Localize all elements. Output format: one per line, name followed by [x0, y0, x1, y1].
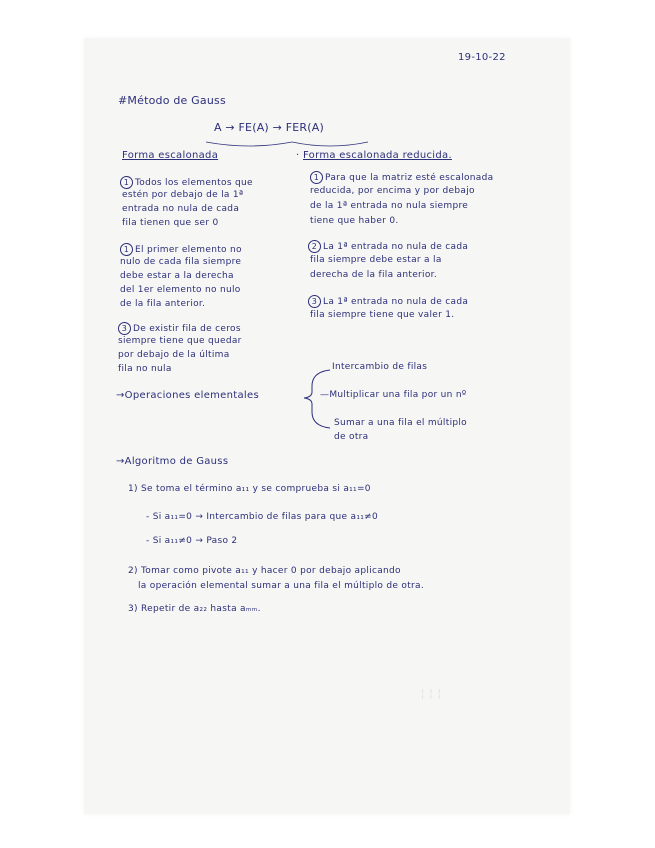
number-badge: 2: [308, 240, 321, 253]
number-badge: 3: [118, 322, 131, 335]
left-rule-2-line-2: nulo de cada fila siempre: [120, 257, 242, 267]
operation-item-3-line-2: de otra: [334, 432, 369, 442]
operation-item-3-line-1: Sumar a una fila el múltiplo: [334, 418, 467, 428]
operation-item-1: Intercambio de filas: [332, 362, 428, 372]
left-rule-2-line-4: del 1er elemento no nulo: [120, 285, 241, 295]
left-rule-3-line-1: 3 De existir fila de ceros: [118, 322, 241, 335]
left-rule-3-line-2: siempre tiene que quedar: [118, 336, 242, 346]
left-rule-3-line-4: fila no nula: [118, 364, 172, 374]
operation-item-2: —Multiplicar una fila por un nº: [320, 390, 467, 400]
number-badge: 1: [310, 171, 323, 184]
right-rule-1-line-3: de la 1ª entrada no nula siempre: [310, 201, 469, 211]
algorithm-step-2-line-2: la operación elemental sumar a una fila el múltiplo de otra.: [138, 581, 424, 591]
algorithm-title: →Algoritmo de Gauss: [116, 456, 229, 467]
formula-arc-left: [206, 142, 292, 146]
formula: A → FE(A) → FER(A): [214, 121, 324, 134]
right-rule-1-line-4: tiene que haber 0.: [310, 216, 399, 226]
left-rule-2-line-1: 1 El primer elemento no: [120, 243, 242, 256]
page-title: #Método de Gauss: [118, 94, 226, 107]
left-rule-1-line-2: estén por debajo de la 1ª: [122, 190, 244, 200]
number-badge: 1: [120, 243, 133, 256]
left-rule-1-line-1: 1 Todos los elementos que: [120, 176, 253, 189]
right-rule-2-line-2: fila siempre debe estar a la: [310, 255, 442, 265]
operations-label: →Operaciones elementales: [116, 390, 259, 401]
right-rule-1-line-2: reducida, por encima y por debajo: [310, 186, 475, 196]
algorithm-step-1: 1) Se toma el término a₁₁ y se comprueba si a₁₁=0: [128, 484, 371, 494]
left-rule-2-line-3: debe estar a la derecha: [120, 271, 234, 281]
left-rule-1-line-4: fila tienen que ser 0: [122, 218, 219, 228]
algorithm-step-1a: - Si a₁₁=0 → Intercambio de filas para que a₁₁≠0: [146, 512, 379, 522]
left-rule-1-line-3: entrada no nula de cada: [122, 204, 240, 214]
left-rule-3-line-3: por debajo de la última: [118, 350, 230, 360]
bleed-through-marks: ╎ ╎ ╎: [420, 690, 442, 700]
right-rule-3-line-2: fila siempre tiene que valer 1.: [310, 310, 455, 320]
algorithm-step-1b: - Si a₁₁≠0 → Paso 2: [146, 536, 238, 546]
left-heading: Forma escalonada: [122, 150, 219, 161]
right-rule-2-line-3: derecha de la fila anterior.: [310, 270, 437, 280]
right-rule-1-line-1: 1 Para que la matriz esté escalonada: [310, 171, 493, 184]
algorithm-step-3: 3) Repetir de a₂₂ hasta aₘₘ.: [128, 604, 261, 614]
algorithm-step-2-line-1: 2) Tomar como pivote a₁₁ y hacer 0 por debajo aplicando: [128, 566, 401, 576]
left-rule-2-line-5: de la fila anterior.: [120, 299, 206, 309]
number-badge: 3: [308, 295, 321, 308]
right-heading: · Forma escalonada reducida.: [296, 150, 452, 161]
right-rule-2-line-1: 2 La 1ª entrada no nula de cada: [308, 240, 468, 253]
right-rule-3-line-1: 3 La 1ª entrada no nula de cada: [308, 295, 468, 308]
formula-arc-right: [292, 142, 368, 146]
number-badge: 1: [120, 176, 133, 189]
date: 19-10-22: [458, 52, 506, 63]
